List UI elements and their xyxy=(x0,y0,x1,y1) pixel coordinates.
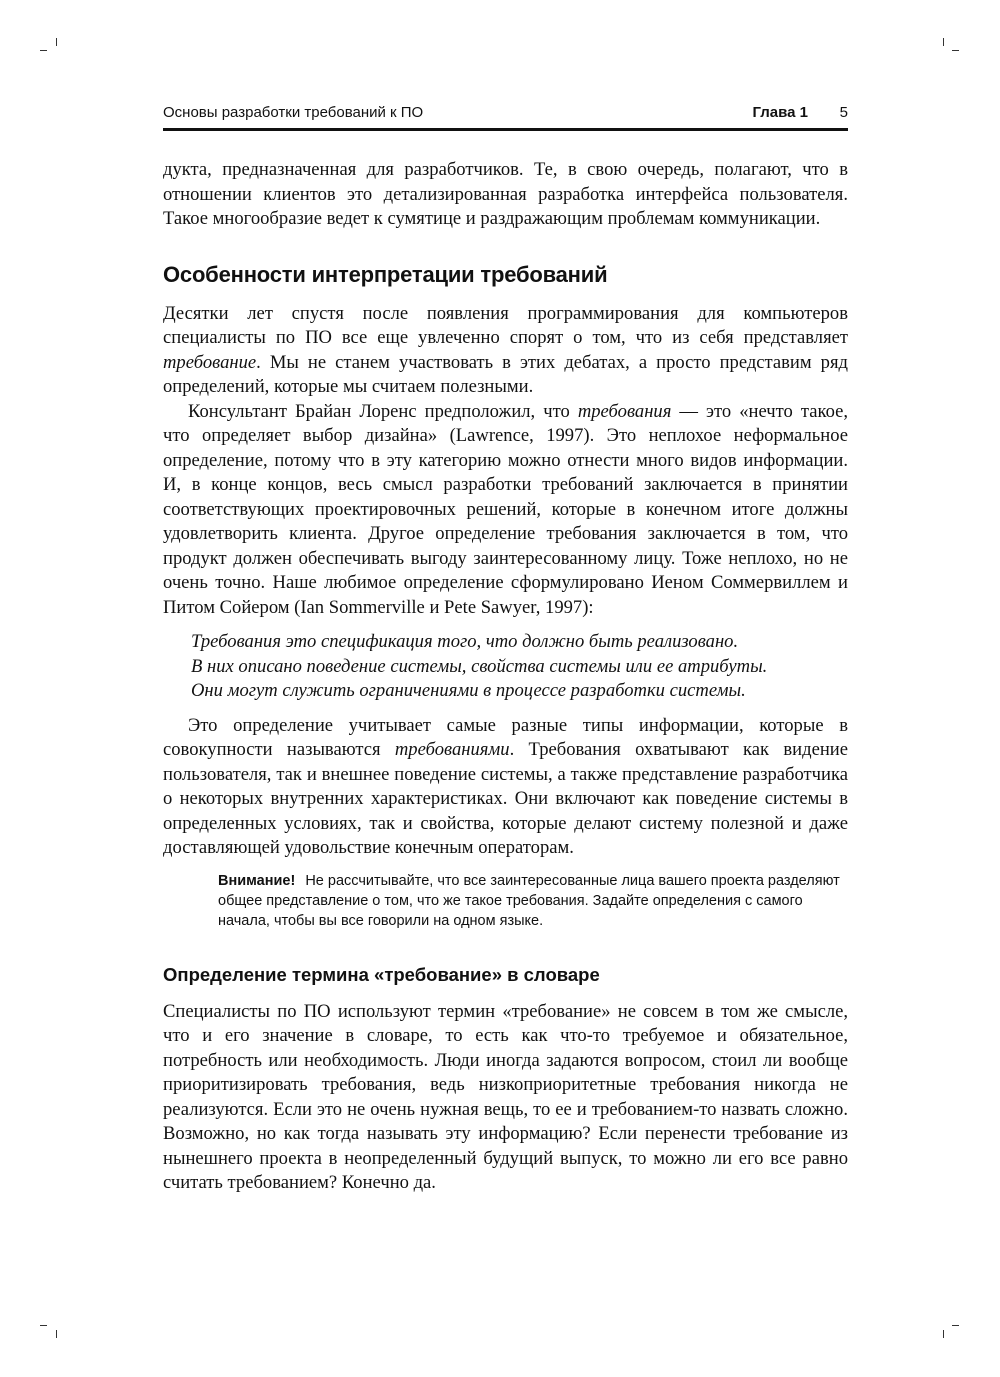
crop-mark-bottom-left-v xyxy=(56,1330,57,1338)
intro-paragraph: дукта, предназначенная для разработчиков. Те, в свою очередь, полагают, что в отношении клиентов это детализированная разработка интерфейса пользователя. Такое многообразие ведет к сумятице и раздражающим проблемам коммуникации. xyxy=(163,159,848,229)
warning-text: Не рассчитывайте, что все заинтересованные лица вашего проекта разделяют общее представление о том, что же такое требования. Задайте определения с самого начала, чтобы вы все говорили на одном языке. xyxy=(218,872,840,929)
paragraph-2-text-start: Консультант Брайан Лоренс предположил, что xyxy=(188,400,578,422)
crop-mark-top-left-h xyxy=(40,50,47,51)
running-title: Основы разработки требований к ПО xyxy=(163,104,424,121)
paragraph-4: Специалисты по ПО используют термин «требование» не совсем в том же смысле, что и его значение в словаре, то есть как что-то требуемое и обязательное, потребность или необходимость. Люди иногда задаются вопросом, стоил ли вообще приоритизировать требования, ведь низкоприоритетные требования никогда не реализуются. Если это не очень нужная вещь, то ее и требованием-то назвать сложно. Возможно, но как тогда называть эту информацию? Если перенести требование из нынешнего проекта в неопределенный будущий выпуск, то можно ли его все равно считать требованием? Конечно да. xyxy=(163,1000,848,1193)
paragraph-2-term: требования xyxy=(577,400,672,422)
quote-line: В них описано поведение системы, свойства системы или ее атрибуты. xyxy=(191,655,768,677)
running-header xyxy=(163,100,848,131)
crop-mark-bottom-right-h xyxy=(952,1325,959,1326)
paragraph-2 xyxy=(163,400,848,621)
paragraph-1 xyxy=(163,302,848,400)
section-heading: Особенности интерпретации требований xyxy=(163,261,608,287)
crop-mark-top-right-v xyxy=(943,38,944,46)
crop-mark-top-right-h xyxy=(952,50,959,51)
paragraph-1-text-end: . Мы не станем участвовать в этих дебатах, а просто представим ряд определений, которые мы считаем полезными. xyxy=(163,351,848,397)
paragraph-3 xyxy=(163,714,848,861)
paragraph-1-term: требование xyxy=(163,351,257,373)
page-number: 5 xyxy=(839,104,848,121)
paragraph-1-text-start: Десятки лет спустя после появления программирования для компьютеров специалисты по ПО все еще увлеченно спорят о том, что из себя представляет xyxy=(163,302,848,348)
crop-mark-top-left-v xyxy=(56,38,57,46)
quote-line: Требования это спецификация того, что должно быть реализовано. xyxy=(191,631,739,652)
quote-line: Они могут служить ограничениями в процессе разработки системы. xyxy=(191,680,746,701)
warning-note xyxy=(218,871,848,931)
subsection-heading: Определение термина «требование» в словаре xyxy=(163,963,600,985)
page-body xyxy=(163,158,848,1196)
paragraph-2-text-end: — это «нечто такое, что определяет выбор дизайна» (Lawrence, 1997). Это неплохое неформальное определение, потому что в эту категорию можно отнести много видов информации. И, в конце концов, весь смысл разработки требований заключается в принятии соответствующих проектировочных решений, которые в конечном итоге должны удовлетворить клиента. Другое определение требования заключается в том, что продукт должен обеспечивать выгоду заинтересованному лицу. Тоже неплохо, но не очень точно. Наше любимое определение сформулировано Иеном Соммервиллем и Питом Сойером (Ian Sommerville и Pete Sawyer, 1997): xyxy=(163,400,848,618)
warning-label: Внимание! xyxy=(218,872,296,889)
paragraph-3-term: требованиями xyxy=(394,739,510,760)
paragraph-3-text-start: Это определение учитывает самые разные типы информации, которые в совокупности называются xyxy=(163,714,848,760)
crop-mark-bottom-left-h xyxy=(40,1325,47,1326)
crop-mark-bottom-right-v xyxy=(943,1330,944,1338)
paragraph-3-text-end: . Требования охватывают как видение пользователя, так и внешнее поведение системы, а также представление разработчика о некоторых внутренних характеристиках. Они включают как поведение системы в определенных условиях, так и свойства, которые делают систему полезной и даже доставляющей удовольствие конечным операторам. xyxy=(163,739,849,858)
definition-quote xyxy=(191,630,848,704)
chapter-label: Глава 1 xyxy=(752,104,808,121)
